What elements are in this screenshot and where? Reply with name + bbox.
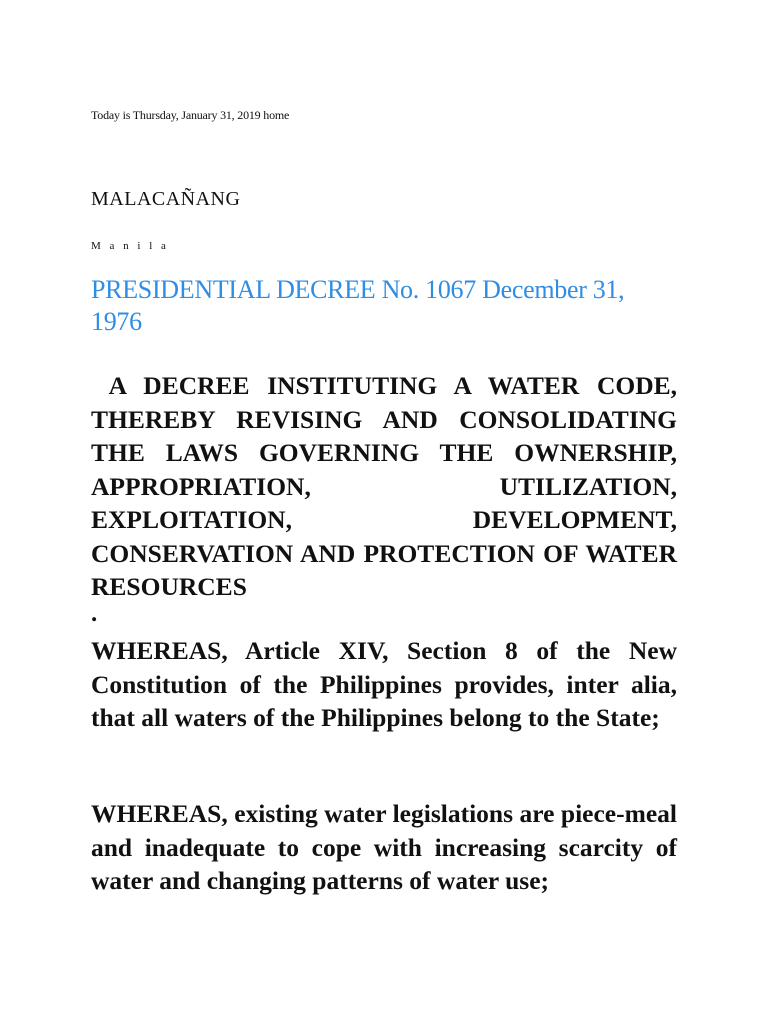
issuer-heading: MALACAÑANG: [91, 188, 241, 210]
section-separator: .: [91, 600, 98, 627]
dateline-text: Today is Thursday, January 31, 2019 home: [91, 108, 290, 122]
decree-subtitle: A DECREE INSTITUTING A WATER CODE, THEREBY REVISING AND CONSOLIDATING THE LAWS GOVERNING THE OWNERSHIP, APPROPRIATION, UTILIZATION, EXPLOITATION, DEVELOPMENT, CONSERVATION AND PROTECTION OF WATER RESOURCES: [91, 371, 677, 601]
decree-title: PRESIDENTIAL DECREE No. 1067 December 31, 1976: [91, 275, 625, 336]
whereas-paragraph-2: WHEREAS, existing water legislations are piece-meal and inadequate to cope with increasing scarcity of water and changing patterns of water use;: [91, 799, 677, 895]
location-text: M a n i l a: [91, 240, 169, 252]
whereas-paragraph-1: WHEREAS, Article XIV, Section 8 of the New Constitution of the Philippines provides, inter alia, that all waters of the Philippines belong to the State;: [91, 636, 677, 732]
